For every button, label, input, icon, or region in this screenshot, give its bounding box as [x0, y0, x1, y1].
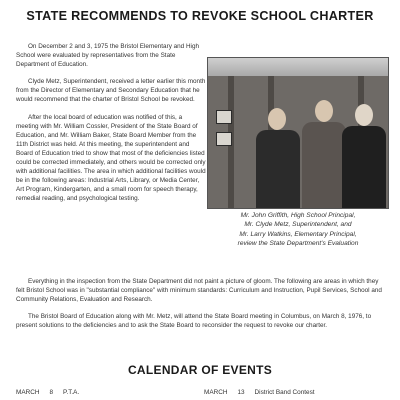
article-left-column — [16, 42, 206, 212]
calendar-event — [16, 389, 89, 396]
calendar-title: CALENDAR OF EVENTS — [127, 363, 273, 377]
calendar-event — [204, 389, 325, 396]
event-day: 13 — [237, 389, 245, 396]
article-full-paragraph — [16, 312, 386, 330]
person-right — [342, 104, 386, 208]
wall-certificate — [216, 110, 232, 124]
article-paragraph: On December 2 and 3, 1975 the Bristol Elementary and High School were evaluated by representatives from the State Department of Education. — [16, 43, 200, 69]
person-center — [302, 100, 346, 208]
photo-ceiling — [208, 58, 388, 76]
photo-caption — [212, 211, 384, 248]
caption-line: Mr. John Griffith, High School Principal, — [240, 212, 356, 219]
article-paragraph: Clyde Metz, Superintendent, received a letter earlier this month from the Director of Elementary and Secondary Education that he would recommend that the charter of Bristol School be revoked. — [16, 78, 206, 104]
person-left — [256, 108, 300, 208]
officials-photo — [207, 57, 389, 209]
article-headline: STATE RECOMMENDS TO REVOKE SCHOOL CHARTER — [26, 9, 374, 23]
event-month: MARCH — [16, 389, 40, 396]
caption-line: Mr. Larry Watkins, Elementary Principal, — [239, 230, 357, 238]
caption-line: Mr. Clyde Metz, Superintendent, and — [244, 221, 352, 229]
wall-certificate — [216, 132, 232, 146]
article-paragraph: The Bristol Board of Education along with Mr. Metz, will attend the State Board meeting in Columbus, on March 8, 1976, to present solutions to the deficiencies and to ask the State Board to reconsider the request to revoke our charter. — [16, 313, 372, 330]
caption-line: review the State Department's Evaluation — [237, 239, 359, 247]
event-name: P.T.A. — [63, 389, 80, 396]
article-paragraph: Everything in the inspection from the State Department did not paint a picture of gloom. The following are areas in which they felt Bristol School was in "substantial compliance" with minimum standards: Curriculum and Instruction, Pupil Services, School and Community Relations, Evaluation and Research. — [16, 278, 382, 304]
event-name: District Band Contest — [254, 389, 315, 396]
event-month: MARCH — [204, 389, 228, 396]
event-day: 8 — [49, 389, 53, 396]
article-paragraph: After the local board of education was notified of this, a meeting with Mr. William Cossler, President of the State Board of Education, and Mr. William Baker, State Board Member from the 11th District was held. At this meeting, the superintendent and Board of Education tried to show that most of the deficiencies listed could be corrected immediately, and others would be corrected only with additional facilities. The area in which additional facilities would be in the following areas: Industrial Arts, Library, or Media Center, Art Program, Kindergarten, and a small room for speech therapy, remedial reading, and psychological testing. — [16, 113, 206, 203]
article-full-paragraph — [16, 277, 386, 304]
